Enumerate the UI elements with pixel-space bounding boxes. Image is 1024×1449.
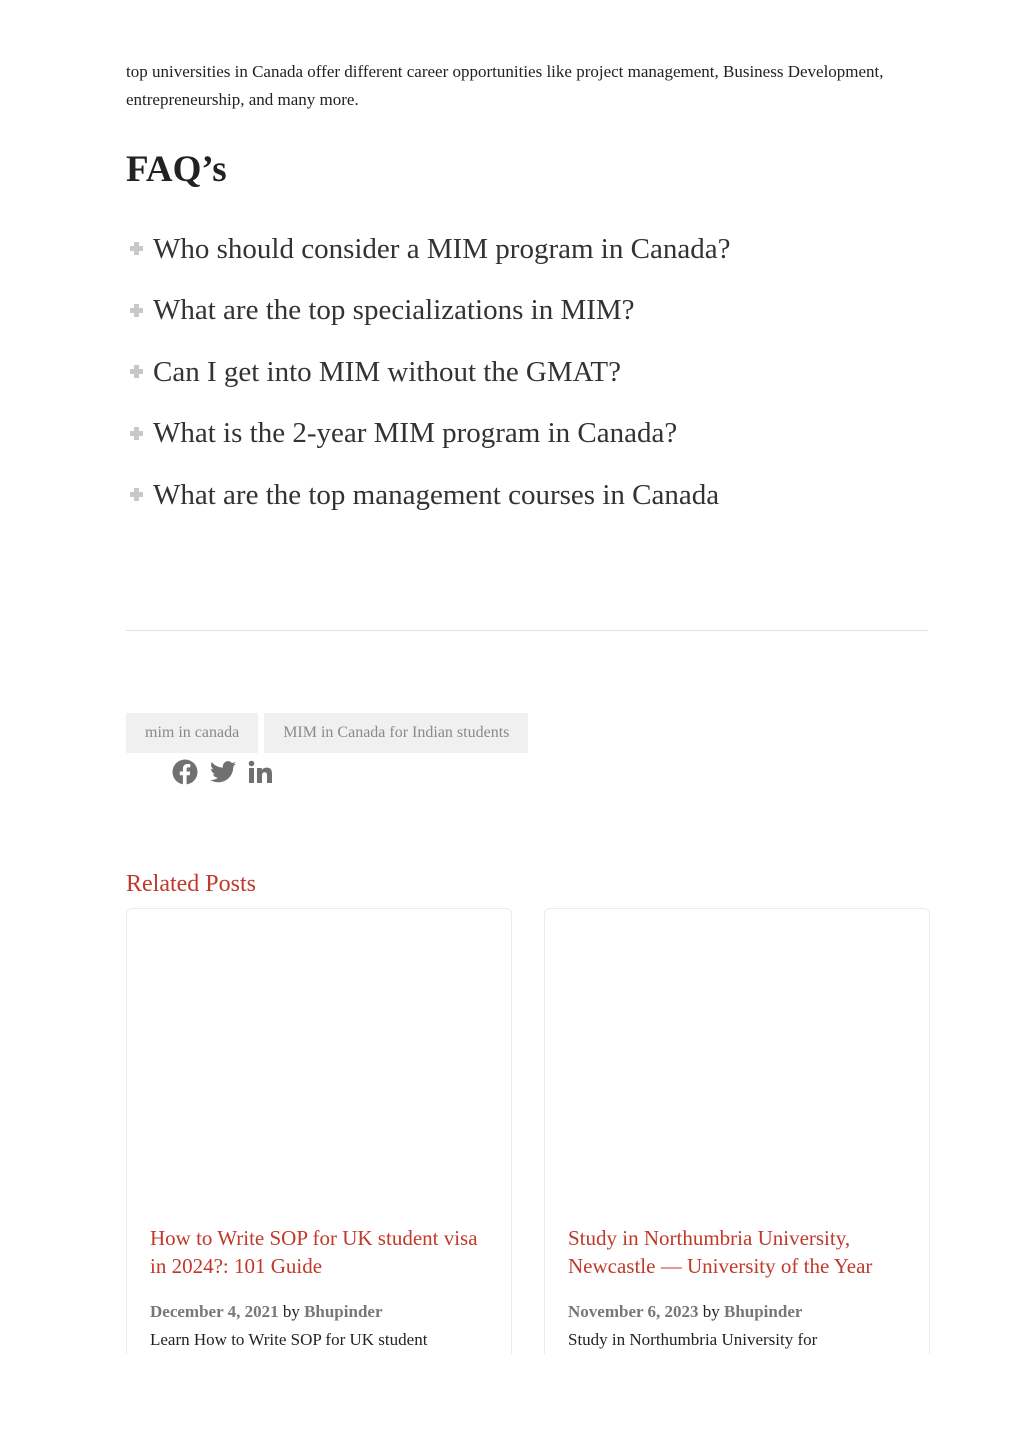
faq-question: Can I get into MIM without the GMAT? (153, 355, 621, 388)
post-by-label: by (702, 1302, 720, 1321)
post-author-link[interactable]: Bhupinder (304, 1302, 383, 1321)
plus-icon (130, 242, 143, 255)
facebook-icon (172, 759, 198, 785)
post-excerpt: Study in Northumbria University for (568, 1330, 818, 1349)
post-excerpt: Learn How to Write SOP for UK student (150, 1330, 428, 1349)
post-author-link[interactable]: Bhupinder (723, 1302, 803, 1321)
tag-mim-in-canada[interactable]: mim in canada (126, 713, 258, 753)
plus-icon (130, 304, 143, 317)
post-title-link[interactable]: Study in Northumbria University, Newcastle — University of the Year (568, 1226, 873, 1278)
related-post-card (544, 908, 930, 1369)
section-divider (126, 630, 928, 631)
related-posts-heading: Related Posts (126, 871, 256, 897)
faq-heading: FAQ’s (126, 149, 227, 190)
linkedin-share-button[interactable] (248, 760, 272, 784)
linkedin-icon (248, 760, 272, 784)
faq-question: What are the top specializations in MIM? (153, 294, 635, 327)
post-meta (150, 1300, 383, 1324)
page-bottom-blank (0, 1354, 1024, 1449)
faq-question: Who should consider a MIM program in Canada? (153, 232, 731, 265)
post-thumbnail[interactable] (127, 909, 511, 1209)
tag-mim-in-canada-for-indian-students[interactable]: MIM in Canada for Indian students (264, 713, 528, 753)
post-meta (568, 1300, 802, 1324)
faq-question: What is the 2-year MIM program in Canada? (153, 417, 678, 450)
share-buttons (172, 759, 272, 785)
faq-question: What are the top management courses in Canada (153, 478, 720, 511)
twitter-icon (210, 760, 236, 784)
facebook-share-button[interactable] (172, 759, 198, 785)
faq-item[interactable] (126, 280, 928, 342)
related-post-card (126, 908, 512, 1369)
faq-list (126, 218, 928, 526)
intro-paragraph: top universities in Canada offer different career opportunities like project management, Business Development, entrepreneurship, and many more. (126, 62, 884, 109)
post-thumbnail[interactable] (545, 909, 929, 1209)
tag-list (126, 713, 528, 753)
post-by-label: by (282, 1302, 300, 1321)
plus-icon (130, 427, 143, 440)
twitter-share-button[interactable] (210, 760, 236, 784)
faq-item[interactable] (126, 403, 928, 465)
faq-item[interactable] (126, 341, 928, 403)
faq-item[interactable] (126, 464, 928, 526)
plus-icon (130, 488, 143, 501)
post-date: November 6, 2023 (568, 1302, 699, 1321)
post-title-link[interactable]: How to Write SOP for UK student visa in 2024?: 101 Guide (150, 1226, 478, 1278)
post-date: December 4, 2021 (150, 1302, 279, 1321)
faq-item[interactable] (126, 218, 928, 280)
plus-icon (130, 365, 143, 378)
